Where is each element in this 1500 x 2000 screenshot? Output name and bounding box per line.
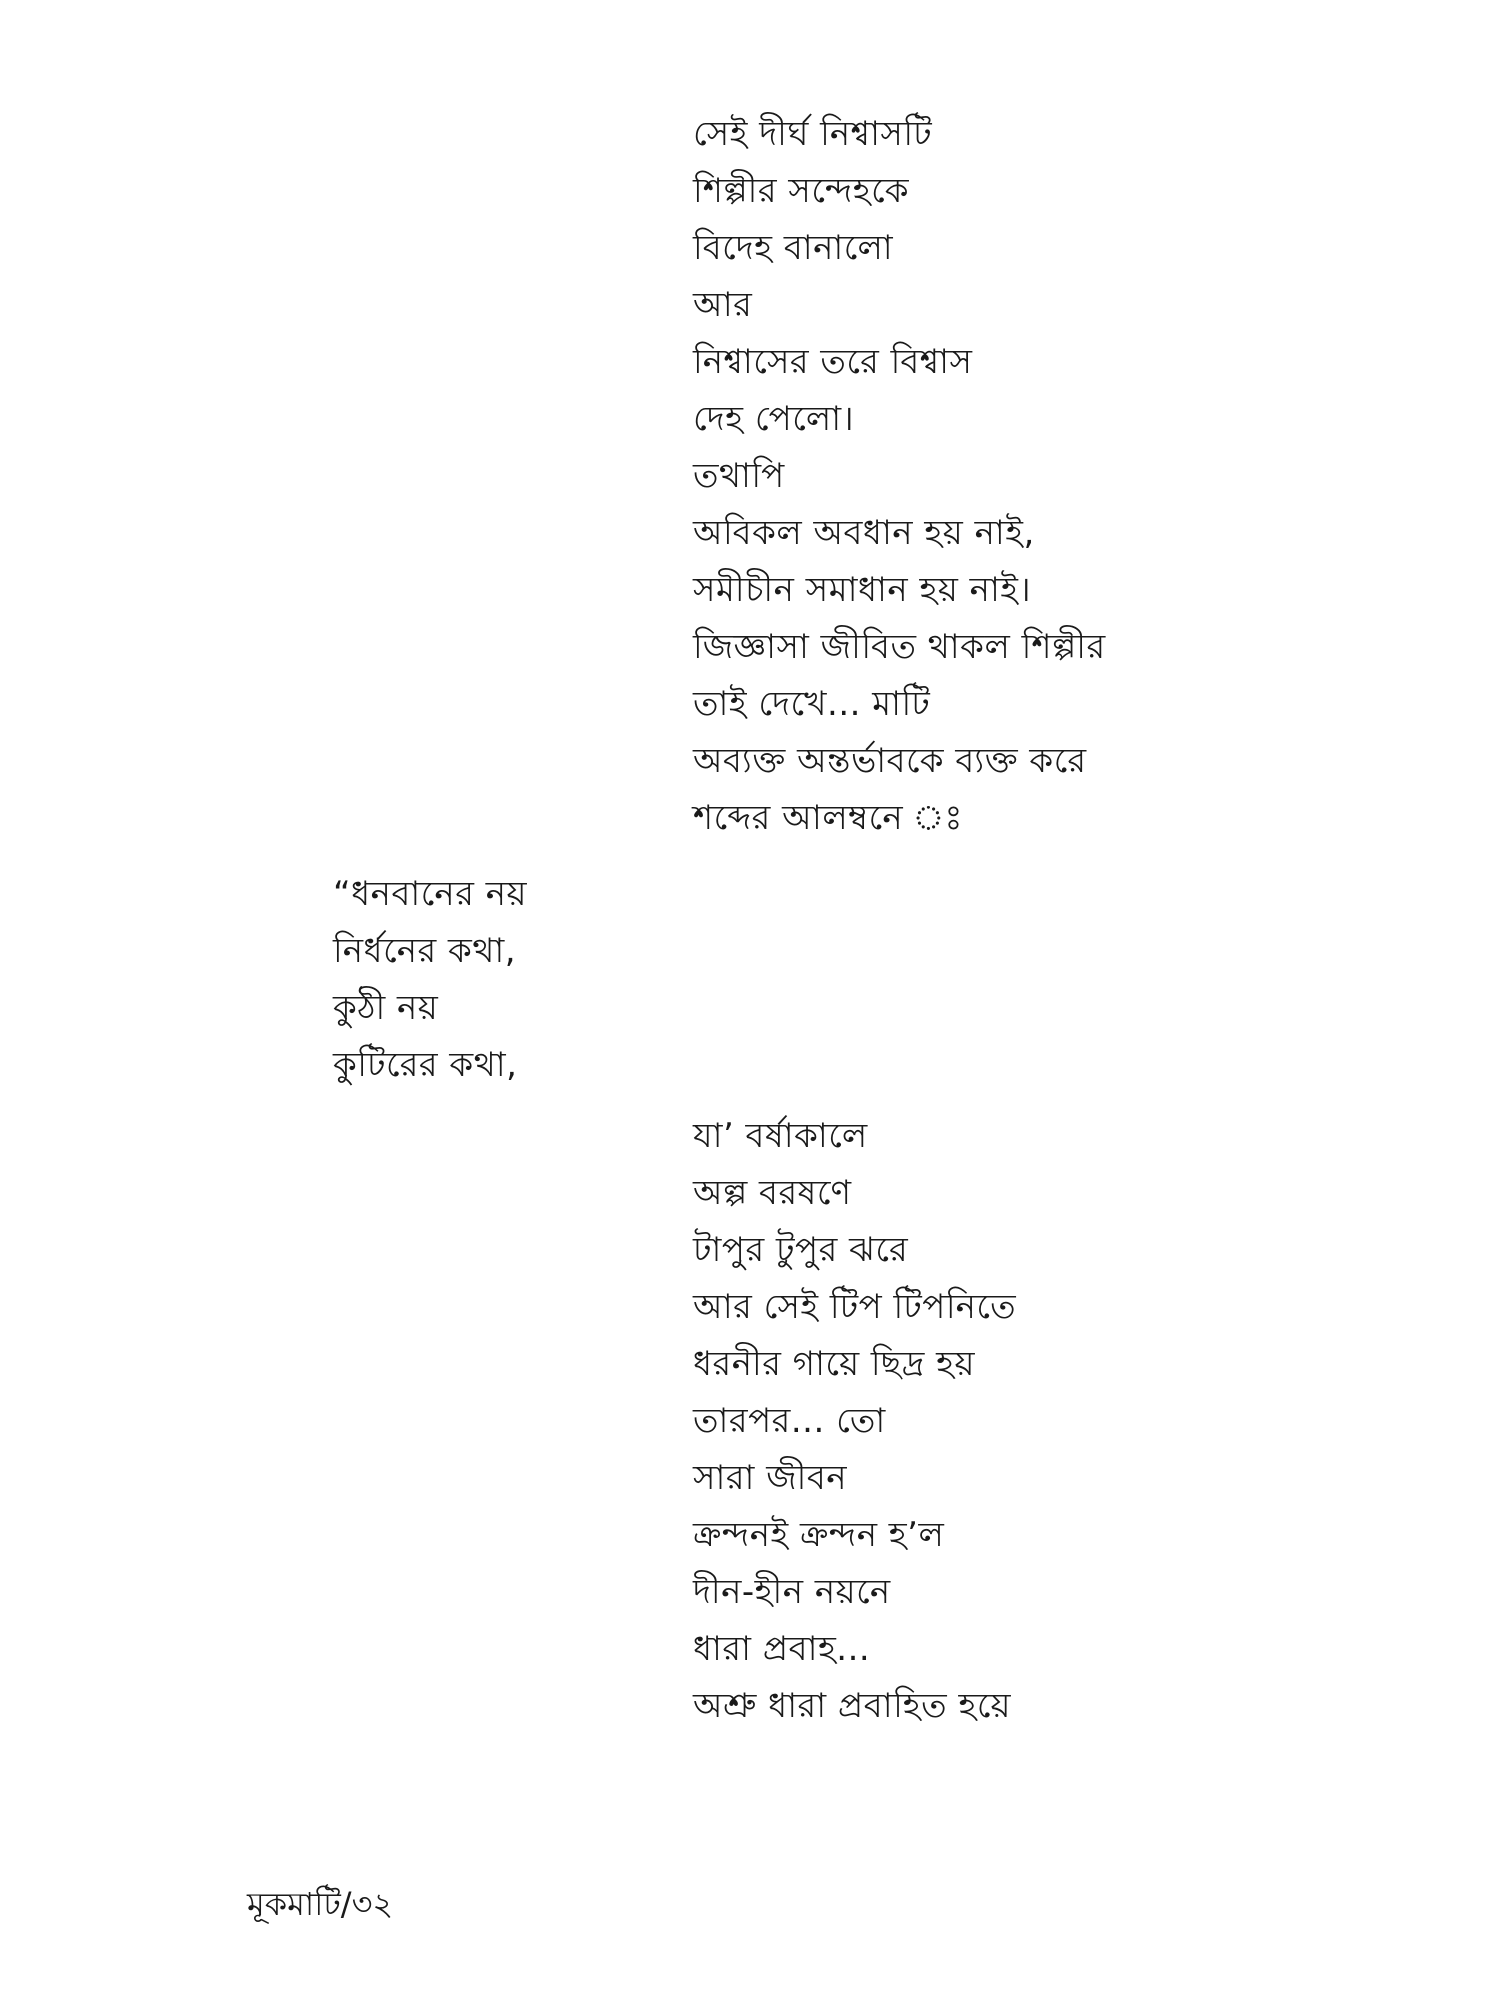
poem-line: শিল্পীর সন্দেহকে: [693, 171, 910, 211]
poem-line: দেহ পেলো।: [693, 399, 855, 439]
poem-line: অশ্রু ধারা প্রবাহিত হয়ে: [693, 1686, 1012, 1726]
poem-line: দীন-হীন নয়নে: [693, 1572, 891, 1612]
poem-line: অব্যক্ত অন্তর্ভাবকে ব্যক্ত করে: [693, 741, 1087, 781]
poem-line: “ধনবানের নয়: [333, 874, 528, 914]
poem-stanza-2: [333, 866, 527, 1094]
poem-line: নির্ধনের কথা,: [333, 931, 517, 971]
poem-line: কুটিরের কথা,: [333, 1045, 518, 1085]
poem-line: ধারা প্রবাহ...: [693, 1629, 871, 1669]
poem-line: ধরনীর গায়ে ছিদ্র হয়: [693, 1344, 976, 1384]
poem-line: জিজ্ঞাসা জীবিত থাকল শিল্পীর: [693, 627, 1106, 667]
poem-stanza-3: [693, 1108, 1016, 1735]
poem-line: তারপর... তো: [693, 1401, 886, 1441]
poem-line: সারা জীবন: [693, 1458, 848, 1498]
poem-line: সেই দীর্ঘ নিশ্বাসটি: [693, 114, 933, 154]
page-footer-label: মূকমাটি/৩২: [247, 1885, 394, 1923]
poem-line: তাই দেখে... মাটি: [693, 684, 931, 724]
poem-line: আর সেই টিপ টিপনিতে: [693, 1287, 1017, 1327]
poem-line: নিশ্বাসের তরে বিশ্বাস: [693, 342, 973, 382]
poem-line: কুঠী নয়: [333, 988, 439, 1028]
poem-line: যা’ বর্ষাকালে: [693, 1116, 868, 1156]
poem-line: শব্দের আলম্বনে ঃ: [693, 798, 964, 838]
poem-line: টাপুর টুপুর ঝরে: [693, 1230, 909, 1270]
poem-line: অল্প বরষণে: [693, 1173, 852, 1213]
poem-line: বিদেহ বানালো: [693, 228, 894, 268]
poem-line: অবিকল অবধান হয় নাই,: [693, 513, 1035, 553]
poem-line: তথাপি: [693, 456, 785, 496]
poem-line: সমীচীন সমাধান হয় নাই।: [693, 570, 1032, 610]
poem-line: ক্রন্দনই ক্রন্দন হ’ল: [693, 1515, 945, 1555]
poem-stanza-1: [693, 106, 1106, 847]
poem-line: আর: [693, 285, 753, 325]
